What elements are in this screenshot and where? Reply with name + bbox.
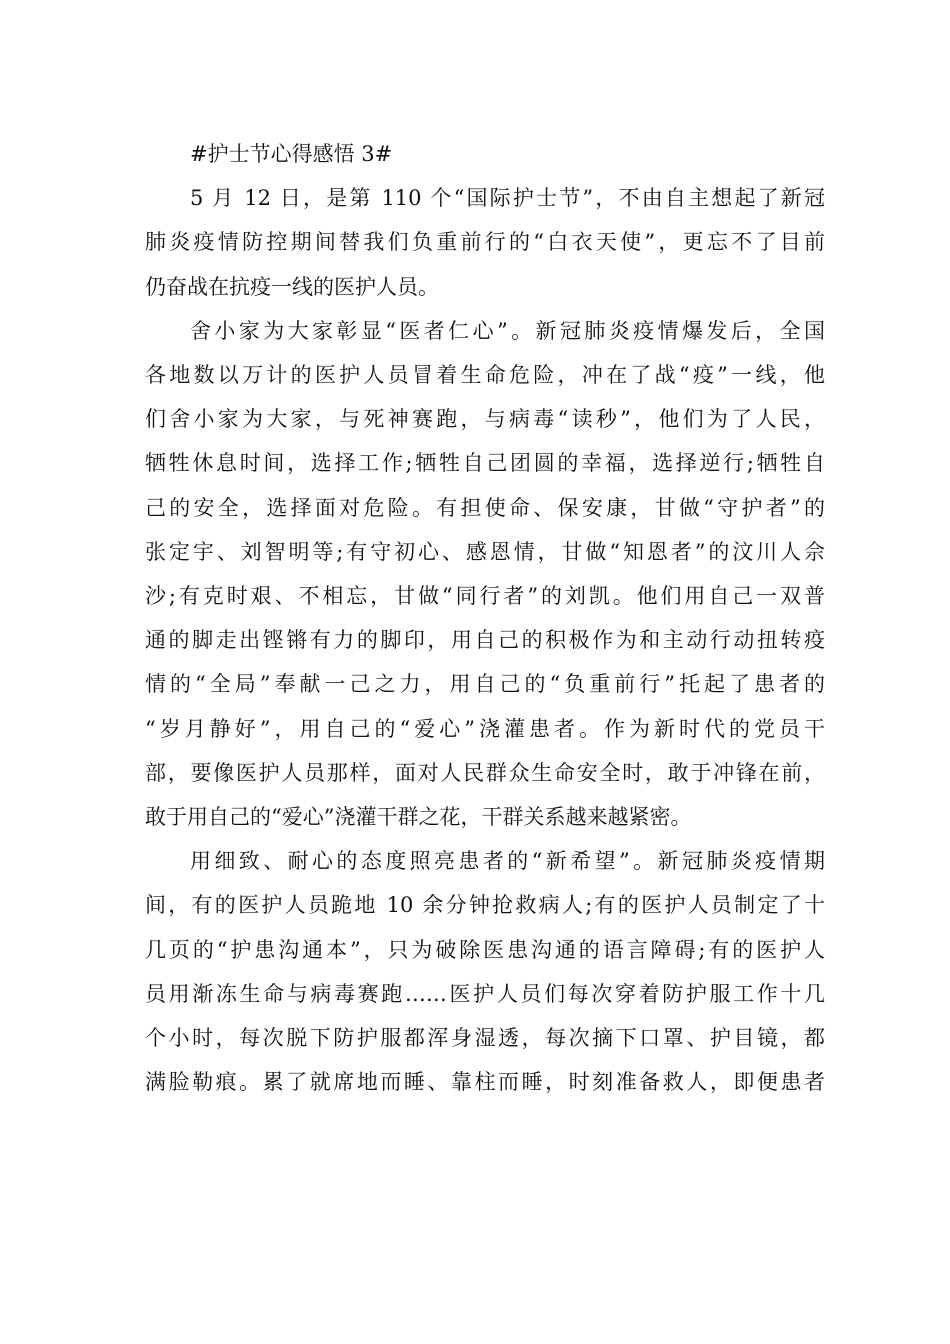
section-heading: #护士节心得感悟 3# — [190, 142, 393, 166]
paragraph-sacrifice — [145, 309, 825, 839]
paragraph-line: 间，有的医护人员跪地 10 余分钟抢救病人;有的医护人员制定了十 — [145, 893, 825, 918]
paragraph-line: 情的“全局”奉献一己之力，用自己的“负重前行”托起了患者的 — [145, 672, 825, 697]
document-body — [145, 132, 825, 1104]
paragraph-line: 个小时，每次脱下防护服都浑身湿透，每次摘下口罩、护目镜，都 — [145, 1026, 825, 1051]
paragraph-intro — [145, 176, 825, 309]
paragraph-line: 们舍小家为大家，与死神赛跑，与病毒“读秒”，他们为了人民， — [145, 407, 825, 432]
paragraph-line: 通的脚走出铿锵有力的脚印，用自己的积极作为和主动行动扭转疫 — [145, 628, 825, 653]
paragraph-line: 员用渐冻生命与病毒赛跑……医护人员们每次穿着防护服工作十几 — [145, 981, 825, 1006]
paragraph-line: 各地数以万计的医护人员冒着生命危险，冲在了战“疫”一线，他 — [145, 363, 825, 388]
paragraph-line: 敢于用自己的“爱心”浇灌干群之花，干群关系越来越紧密。 — [145, 805, 692, 830]
paragraph-line: 牺牲休息时间，选择工作;牺牲自己团圆的幸福，选择逆行;牺牲自 — [145, 451, 825, 476]
paragraph-line: 沙;有克时艰、不相忘，甘做“同行者”的刘凯。他们用自己一双普 — [145, 584, 825, 609]
paragraph-line: 舍小家为大家彰显“医者仁心”。新冠肺炎疫情爆发后，全国 — [190, 318, 825, 343]
paragraph-line: 部，要像医护人员那样，面对人民群众生命安全时，敢于冲锋在前， — [145, 760, 825, 785]
paragraph-line: 用细致、耐心的态度照亮患者的“新希望”。新冠肺炎疫情期 — [190, 849, 825, 874]
paragraph-line: 几页的“护患沟通本”，只为破除医患沟通的语言障碍;有的医护人 — [145, 937, 825, 962]
paragraph-line: 张定宇、刘智明等;有守初心、感恩情，甘做“知恩者”的汶川人佘 — [145, 539, 825, 564]
paragraph-line: 满脸勒痕。累了就席地而睡、靠柱而睡，时刻准备救人，即便患者 — [145, 1070, 825, 1095]
paragraph-line: 己的安全，选择面对危险。有担使命、保安康，甘做“守护者”的 — [145, 495, 825, 520]
paragraph-line: 肺炎疫情防控期间替我们负重前行的“白衣天使”，更忘不了目前 — [145, 230, 825, 255]
paragraph-line: 仍奋战在抗疫一线的医护人员。 — [145, 274, 439, 299]
paragraph-line: 5 月 12 日，是第 110 个“国际护士节”，不由自主想起了新冠 — [190, 186, 825, 211]
paragraph-line: “岁月静好”，用自己的“爱心”浇灌患者。作为新时代的党员干 — [145, 716, 825, 741]
paragraph-patience — [145, 839, 825, 1104]
